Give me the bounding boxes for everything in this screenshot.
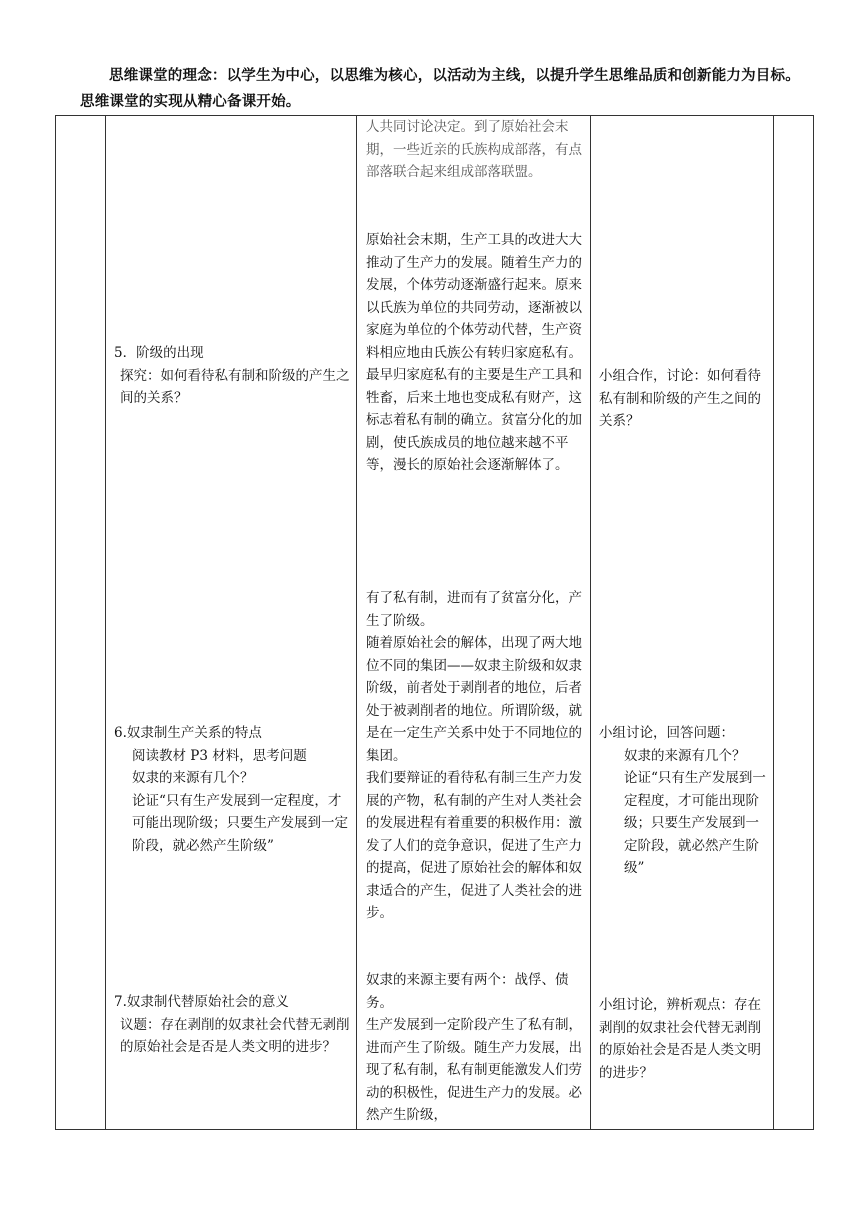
text-block-slave-source <box>366 969 586 1127</box>
section-6-line-3: 论证“只有生产发展到一定程度，才可能出现阶级；只要生产发展到一定阶段，就必然产生阶级” <box>132 792 348 854</box>
paragraph-production-development: 生产发展到一定阶段产生了私有制，进而产生了阶级。随生产力发展，出现了私有制，私有制更能激发人们劳动的积极性，促进生产力的发展。必然产生阶级， <box>366 1017 582 1123</box>
activity-group-discussion-3: 小组讨论，辨析观点：存在剥削的奴隶社会代替无剥削的原始社会是否是人类文明的进步？ <box>599 997 761 1081</box>
section-6-line-2: 奴隶的来源有几个？ <box>132 770 254 786</box>
page-header: 思维课堂的理念：以学生为中心，以思维为核心，以活动为主线，以提升学生思维品质和创新能力为目标。思维课堂的实现从精心备课开始。 <box>80 68 800 110</box>
activity-group-discussion-2 <box>599 722 771 880</box>
section-6-line-1: 阅读教材 P3 材料，思考问题 <box>132 747 307 764</box>
table-cell-student-activity <box>591 116 774 1130</box>
activity-2-line-1: 奴隶的来源有几个？ <box>624 747 746 764</box>
paragraph-class-emerge: 有了私有制，进而有了贫富分化，产生了阶级。 <box>366 590 582 629</box>
activity-2-title: 小组讨论，回答问题： <box>599 725 734 741</box>
paragraph-slave-source: 奴隶的来源主要有两个：战俘、债务。 <box>366 972 569 1011</box>
section-6-title: 6.奴隶制生产关系的特点 <box>114 725 262 741</box>
section-5-question: 探究：如何看待私有制和阶级的产生之间的关系？ <box>120 367 350 406</box>
paragraph-tribe: 人共同讨论决定。到了原始社会末期，一些近亲的氏族构成部落，有点部落联合起来组成部落联盟。 <box>366 119 582 180</box>
section-5-title: 5．阶级的出现 <box>114 345 204 361</box>
table-row <box>56 116 814 1130</box>
paragraph-dialectical-view: 我们要辩证的看待私有制三生产力发展的产物，私有制的产生对人类社会的发展进程有着重要的积极作用：激发了人们的竞争意识，促进了生产力的提高，促进了原始社会的解体和奴隶适合的产生，促进了人类社会的进步。 <box>366 770 582 921</box>
activity-group-discussion-1: 小组合作，讨论：如何看待私有制和阶级的产生之间的关系？ <box>599 368 761 429</box>
section-5 <box>114 342 350 410</box>
section-7 <box>114 991 350 1059</box>
paragraph-private-ownership: 原始社会末期，生产工具的改进大大推动了生产力的发展。随着生产力的发展，个体劳动逐渐盛行起来。原来以氏族为单位的共同劳动，逐渐被以家庭为单位的个体劳动代替，生产资料相应地由氏族公有转归家庭私有。最早归家庭私有的主要是生产工具和牲畜，后来土地也变成私有财产，这标志着私有制的确立。贫富分化的加剧，使氏族成员的地位越来越不平等，漫长的原始社会逐渐解体了。 <box>366 232 582 473</box>
section-7-title: 7.奴隶制代替原始社会的意义 <box>114 994 289 1010</box>
table-cell-blank-right <box>774 116 814 1130</box>
table-cell-blank-left <box>56 116 106 1130</box>
activity-2-line-2: 论证“只有生产发展到一定程度，才可能出现阶级；只要生产发展到一定阶段，就必然产生阶级” <box>624 770 766 876</box>
section-7-question: 议题：存在剥削的奴隶社会代替无剥削的原始社会是否是人类文明的进步？ <box>120 1016 350 1055</box>
lesson-plan-table <box>55 115 814 1130</box>
paragraph-two-groups: 随着原始社会的解体，出现了两大地位不同的集团——奴隶主阶级和奴隶阶级，前者处于剥削者的地位，后者处于被剥削者的地位。所谓阶级，就是在一定生产关系中处于不同地位的集团。 <box>366 635 582 764</box>
table-cell-content-explanation <box>357 116 591 1130</box>
section-6 <box>114 722 350 857</box>
table-cell-teaching-content <box>106 116 357 1130</box>
text-block-class-origin <box>366 587 586 925</box>
